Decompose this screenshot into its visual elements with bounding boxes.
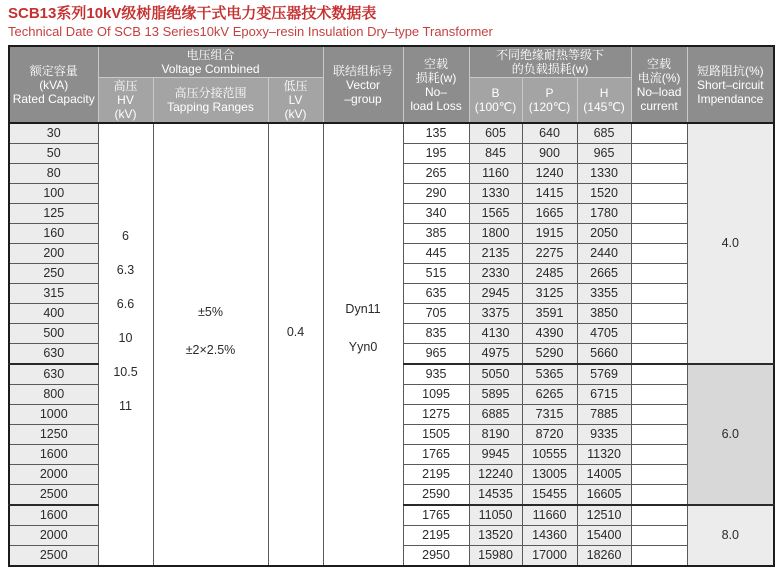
capacity-cell: 400 <box>9 304 98 324</box>
no-load-current-cell <box>631 224 687 244</box>
loss-b-cell: 1330 <box>469 184 522 204</box>
no-load-current-cell <box>631 284 687 304</box>
loss-h-cell: 3355 <box>577 284 631 304</box>
loss-p-cell: 17000 <box>522 546 577 567</box>
no-load-loss-cell: 385 <box>403 224 469 244</box>
loss-b-cell: 1800 <box>469 224 522 244</box>
no-load-loss-cell: 1275 <box>403 405 469 425</box>
lv-merged-cell <box>268 123 323 566</box>
no-load-loss-cell: 135 <box>403 123 469 144</box>
no-load-loss-cell: 445 <box>403 244 469 264</box>
capacity-cell: 315 <box>9 284 98 304</box>
capacity-cell: 1000 <box>9 405 98 425</box>
capacity-cell: 50 <box>9 144 98 164</box>
loss-h-cell: 2440 <box>577 244 631 264</box>
no-load-loss-cell: 635 <box>403 284 469 304</box>
header-loss-b: B (100℃) <box>469 78 522 124</box>
hv-merged-cell <box>98 123 153 566</box>
no-load-loss-cell: 935 <box>403 364 469 385</box>
loss-b-cell: 5050 <box>469 364 522 385</box>
tapping-values <box>154 306 268 356</box>
no-load-current-cell <box>631 505 687 526</box>
vector-merged-cell <box>323 123 403 566</box>
loss-h-cell: 685 <box>577 123 631 144</box>
no-load-current-cell <box>631 204 687 224</box>
no-load-current-cell <box>631 264 687 284</box>
loss-h-cell: 1330 <box>577 164 631 184</box>
tapping-merged-cell <box>153 123 268 566</box>
loss-p-cell: 6265 <box>522 385 577 405</box>
capacity-cell: 630 <box>9 344 98 365</box>
loss-h-cell: 5660 <box>577 344 631 365</box>
no-load-current-cell <box>631 184 687 204</box>
loss-p-cell: 1915 <box>522 224 577 244</box>
capacity-cell: 2000 <box>9 465 98 485</box>
no-load-current-cell <box>631 304 687 324</box>
capacity-cell: 630 <box>9 364 98 385</box>
no-load-current-cell <box>631 364 687 385</box>
hv-value: 10 <box>118 330 133 345</box>
loss-p-cell: 4390 <box>522 324 577 344</box>
no-load-loss-cell: 835 <box>403 324 469 344</box>
no-load-current-cell <box>631 526 687 546</box>
loss-h-cell: 1520 <box>577 184 631 204</box>
vector-value: Yyn0 <box>348 339 378 354</box>
loss-b-cell: 2330 <box>469 264 522 284</box>
loss-p-cell: 5365 <box>522 364 577 385</box>
no-load-current-cell <box>631 244 687 264</box>
no-load-loss-cell: 195 <box>403 144 469 164</box>
no-load-loss-cell: 2950 <box>403 546 469 567</box>
loss-h-cell: 14005 <box>577 465 631 485</box>
capacity-cell: 160 <box>9 224 98 244</box>
loss-h-cell: 16605 <box>577 485 631 506</box>
loss-b-cell: 4130 <box>469 324 522 344</box>
no-load-loss-cell: 2195 <box>403 526 469 546</box>
loss-p-cell: 2275 <box>522 244 577 264</box>
no-load-current-cell <box>631 344 687 365</box>
no-load-current-cell <box>631 123 687 144</box>
loss-b-cell: 11050 <box>469 505 522 526</box>
table-body <box>9 123 774 566</box>
no-load-current-cell <box>631 425 687 445</box>
no-load-current-cell <box>631 485 687 506</box>
header-tapping-ranges: 高压分接范围 Tapping Ranges <box>153 78 268 124</box>
loss-p-cell: 13005 <box>522 465 577 485</box>
loss-h-cell: 15400 <box>577 526 631 546</box>
loss-h-cell: 11320 <box>577 445 631 465</box>
loss-b-cell: 8190 <box>469 425 522 445</box>
hv-value: 6.3 <box>116 262 135 277</box>
loss-b-cell: 1565 <box>469 204 522 224</box>
capacity-cell: 1250 <box>9 425 98 445</box>
capacity-cell: 2000 <box>9 526 98 546</box>
loss-p-cell: 8720 <box>522 425 577 445</box>
header-loss-p: P (120℃) <box>522 78 577 124</box>
capacity-cell: 800 <box>9 385 98 405</box>
loss-b-cell: 9945 <box>469 445 522 465</box>
no-load-current-cell <box>631 144 687 164</box>
impedance-cell: 4.0 <box>687 123 774 364</box>
transformer-data-table <box>8 45 775 567</box>
hv-value: 6 <box>122 228 129 243</box>
loss-p-cell: 640 <box>522 123 577 144</box>
header-lv: 低压 LV (kV) <box>268 78 323 124</box>
no-load-current-cell <box>631 385 687 405</box>
loss-b-cell: 5895 <box>469 385 522 405</box>
vector-values <box>324 303 403 353</box>
hv-value: 10.5 <box>113 364 138 379</box>
capacity-cell: 30 <box>9 123 98 144</box>
header-no-load-loss: 空载 损耗(w) No– load Loss <box>403 46 469 123</box>
no-load-current-cell <box>631 164 687 184</box>
loss-p-cell: 900 <box>522 144 577 164</box>
capacity-cell: 100 <box>9 184 98 204</box>
capacity-cell: 1600 <box>9 505 98 526</box>
no-load-loss-cell: 705 <box>403 304 469 324</box>
loss-p-cell: 1415 <box>522 184 577 204</box>
loss-b-cell: 4975 <box>469 344 522 365</box>
page-title: SCB13系列10kV级树脂绝缘干式电力变压器技术数据表 <box>8 5 377 22</box>
no-load-current-cell <box>631 324 687 344</box>
no-load-loss-cell: 2590 <box>403 485 469 506</box>
loss-h-cell: 18260 <box>577 546 631 567</box>
loss-h-cell: 965 <box>577 144 631 164</box>
table-header <box>9 46 774 123</box>
loss-p-cell: 5290 <box>522 344 577 365</box>
no-load-loss-cell: 265 <box>403 164 469 184</box>
loss-b-cell: 6885 <box>469 405 522 425</box>
no-load-loss-cell: 340 <box>403 204 469 224</box>
no-load-loss-cell: 1765 <box>403 445 469 465</box>
hv-value: 11 <box>119 398 132 413</box>
loss-p-cell: 2485 <box>522 264 577 284</box>
loss-h-cell: 12510 <box>577 505 631 526</box>
no-load-loss-cell: 1095 <box>403 385 469 405</box>
vector-value: Dyn11 <box>345 301 381 316</box>
loss-b-cell: 14535 <box>469 485 522 506</box>
capacity-cell: 125 <box>9 204 98 224</box>
header-rated-capacity: 额定容量 (kVA) Rated Capacity <box>9 46 98 123</box>
impedance-cell: 6.0 <box>687 364 774 505</box>
no-load-loss-cell: 2195 <box>403 465 469 485</box>
loss-b-cell: 1160 <box>469 164 522 184</box>
hv-value: 6.6 <box>116 296 135 311</box>
loss-b-cell: 605 <box>469 123 522 144</box>
capacity-cell: 500 <box>9 324 98 344</box>
tapping-value: ±5% <box>198 304 223 319</box>
no-load-current-cell <box>631 405 687 425</box>
page-subtitle: Technical Date Of SCB 13 Series10kV Epoxy–resin Insulation Dry–type Transformer <box>8 24 493 39</box>
header-loss-h: H (145℃) <box>577 78 631 124</box>
impedance-cell: 8.0 <box>687 505 774 566</box>
no-load-current-cell <box>631 465 687 485</box>
no-load-current-cell <box>631 546 687 567</box>
loss-h-cell: 6715 <box>577 385 631 405</box>
lv-value: 0.4 <box>286 324 305 339</box>
header-vector-group: 联结组标号 Vector –group <box>323 46 403 123</box>
loss-p-cell: 15455 <box>522 485 577 506</box>
loss-h-cell: 1780 <box>577 204 631 224</box>
loss-p-cell: 11660 <box>522 505 577 526</box>
loss-p-cell: 1240 <box>522 164 577 184</box>
capacity-cell: 250 <box>9 264 98 284</box>
header-short-circuit-impedance: 短路阻抗(%) Short–circuit Impendance <box>687 46 774 123</box>
header-hv: 高压 HV (kV) <box>98 78 153 124</box>
hv-values <box>99 230 153 412</box>
loss-h-cell: 7885 <box>577 405 631 425</box>
no-load-loss-cell: 965 <box>403 344 469 365</box>
no-load-loss-cell: 515 <box>403 264 469 284</box>
loss-p-cell: 3591 <box>522 304 577 324</box>
loss-b-cell: 845 <box>469 144 522 164</box>
loss-h-cell: 9335 <box>577 425 631 445</box>
no-load-loss-cell: 290 <box>403 184 469 204</box>
tapping-value: ±2×2.5% <box>185 342 236 357</box>
loss-p-cell: 3125 <box>522 284 577 304</box>
header-no-load-current: 空载 电流(%) No–load current <box>631 46 687 123</box>
loss-b-cell: 12240 <box>469 465 522 485</box>
loss-b-cell: 2945 <box>469 284 522 304</box>
capacity-cell: 200 <box>9 244 98 264</box>
loss-h-cell: 5769 <box>577 364 631 385</box>
capacity-cell: 1600 <box>9 445 98 465</box>
capacity-cell: 80 <box>9 164 98 184</box>
header-load-loss-band: 不同绝缘耐热等级下 的负载损耗(w) <box>469 46 631 78</box>
loss-p-cell: 7315 <box>522 405 577 425</box>
loss-p-cell: 10555 <box>522 445 577 465</box>
loss-b-cell: 2135 <box>469 244 522 264</box>
loss-b-cell: 13520 <box>469 526 522 546</box>
table-row <box>9 123 774 144</box>
no-load-loss-cell: 1505 <box>403 425 469 445</box>
header-voltage-combined: 电压组合 Voltage Combined <box>98 46 323 78</box>
loss-p-cell: 1665 <box>522 204 577 224</box>
loss-h-cell: 3850 <box>577 304 631 324</box>
loss-h-cell: 4705 <box>577 324 631 344</box>
no-load-current-cell <box>631 445 687 465</box>
no-load-loss-cell: 1765 <box>403 505 469 526</box>
capacity-cell: 2500 <box>9 546 98 567</box>
loss-b-cell: 15980 <box>469 546 522 567</box>
capacity-cell: 2500 <box>9 485 98 506</box>
loss-h-cell: 2050 <box>577 224 631 244</box>
loss-h-cell: 2665 <box>577 264 631 284</box>
loss-p-cell: 14360 <box>522 526 577 546</box>
loss-b-cell: 3375 <box>469 304 522 324</box>
